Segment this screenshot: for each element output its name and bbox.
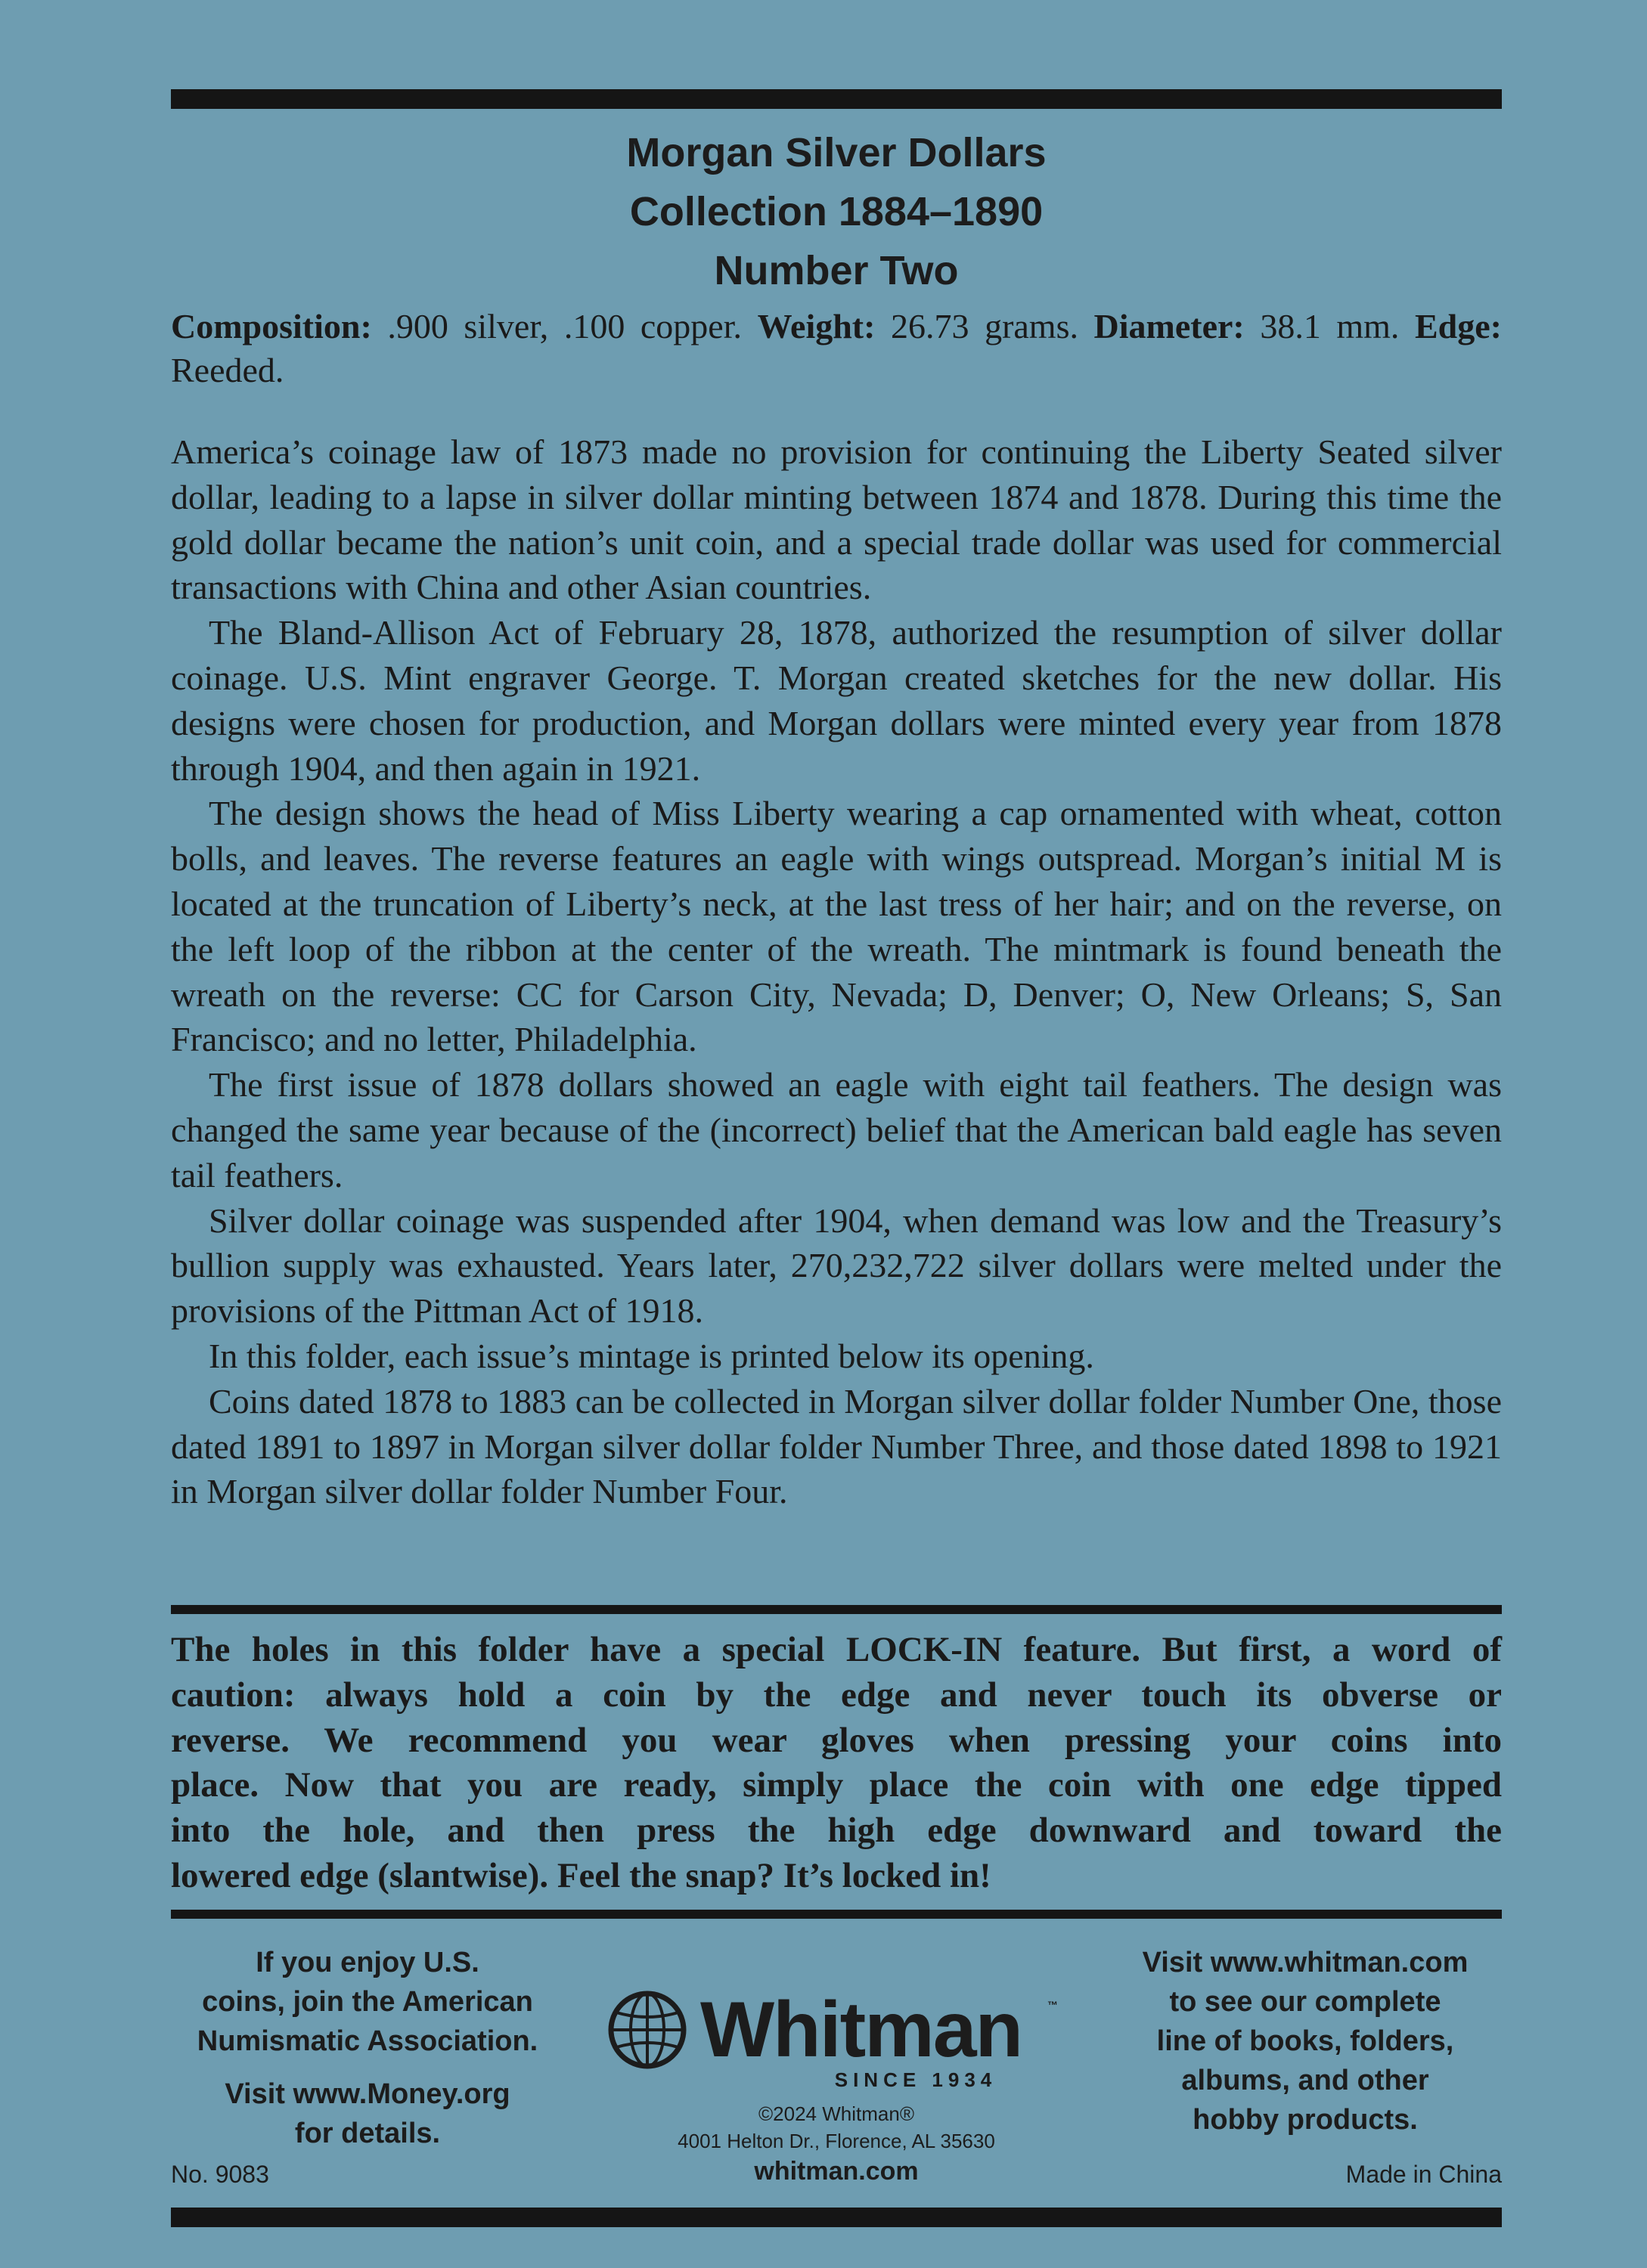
whitman-logo [606, 1986, 1067, 2074]
composition-label: Composition: [171, 307, 372, 345]
title-line-3: Number Two [714, 248, 959, 293]
caution-top-rule [171, 1605, 1502, 1614]
paragraph: In this folder, each issue’s mintage is printed below its opening. [209, 1336, 1094, 1375]
lock-in-caution [171, 1628, 1502, 1899]
country-of-origin: Made in China [1345, 2161, 1502, 2188]
ana-line: for details. [294, 2118, 441, 2149]
bottom-rule [171, 2208, 1502, 2227]
since-tagline: SINCE 1934 [834, 2068, 997, 2091]
whitman-promo [1109, 1943, 1502, 2139]
history-text [171, 429, 1502, 1514]
folder-back-cover [171, 89, 1502, 2229]
copyright-notice: ©2024 Whitman® [758, 2102, 914, 2125]
paragraph: America’s coinage law of 1873 made no provision for continuing the Liberty Seated silver dollar, leading to a lapse in silver dollar minting between 1874 and 1878. During this time the gold dollar became the nation’s unit coin, and a special trade dollar was used for commercial transactions with China and other Asian countries. [171, 432, 1502, 607]
visit-line: hobby products. [1193, 2104, 1418, 2136]
paragraph: The Bland-Allison Act of February 28, 1878, authorized the resumption of silver dollar coinage. U.S. Mint engraver George. T. Morgan created sketches for the new dollar. His designs were chosen for production, and Morgan dollars were minted every year from 1878 through 1904, and then again in 1921. [171, 613, 1502, 788]
paragraph: Coins dated 1878 to 1883 can be collected in Morgan silver dollar folder Number One, those dated 1891 to 1897 in Morgan silver dollar folder Number Three, and those dated 1898 to 1921 in Morgan silver dollar folder Number Four. [171, 1381, 1502, 1511]
title-line-2: Collection 1884–1890 [629, 189, 1044, 234]
trademark-symbol: ™ [1047, 1999, 1058, 2011]
caution-line: lowered edge (slantwise). Feel the snap? It’s locked in! [171, 1855, 991, 1895]
title-line-1: Morgan Silver Dollars [626, 130, 1047, 175]
visit-line: line of books, folders, [1156, 2025, 1454, 2057]
edge-label: Edge: [1415, 307, 1502, 345]
logo-wordmark: Whitman [700, 1986, 1022, 2074]
diameter-label: Diameter: [1093, 307, 1245, 345]
caution-line: reverse. We recommend you wear gloves when pressing your coins into [171, 1720, 1502, 1760]
ana-line: Numismatic Association. [197, 2025, 538, 2057]
ana-line: If you enjoy U.S. [256, 1947, 479, 1978]
diameter-value: 38.1 mm. [1244, 307, 1415, 345]
caution-line: caution: always hold a coin by the edge and never touch its obverse or [171, 1675, 1502, 1715]
top-rule [171, 89, 1502, 109]
paragraph: The first issue of 1878 dollars showed an eagle with eight tail feathers. The design was changed the same year because of the (incorrect) belief that the American bald eagle has seven tail feathers. [171, 1065, 1502, 1194]
visit-line: Visit www.whitman.com [1142, 1947, 1469, 1978]
publisher-url: whitman.com [754, 2157, 919, 2186]
publisher-address: 4001 Helton Dr., Florence, AL 35630 [678, 2130, 995, 2152]
weight-label: Weight: [757, 307, 876, 345]
publisher-info [640, 2100, 1033, 2188]
page-title [171, 123, 1502, 300]
visit-line: to see our complete [1169, 1986, 1441, 2018]
edge-value: Reeded. [171, 351, 284, 389]
caution-bottom-rule [171, 1910, 1502, 1919]
paragraph: The design shows the head of Miss Liberty wearing a cap ornamented with wheat, cotton bolls, and leaves. The reverse features an eagle with wings outspread. Morgan’s initial M is located at the truncation of Liberty’s neck, at the last tress of her hair; and on the reverse, on the left loop of the ribbon at the center of the wreath. The mintmark is found beneath the wreath on the reverse: CC for Carson City, Nevada; D, Denver; O, New Orleans; S, San Francisco; and no letter, Philadelphia. [171, 794, 1502, 1059]
globe-icon [606, 1988, 689, 2071]
caution-line: The holes in this folder have a special LOCK-IN feature. But first, a word of [171, 1630, 1502, 1669]
visit-line: albums, and other [1181, 2065, 1429, 2096]
coin-specifications [171, 305, 1502, 392]
ana-line: coins, join the American [202, 1986, 533, 2018]
item-number: No. 9083 [171, 2161, 269, 2188]
composition-value: .900 silver, .100 copper. [371, 307, 758, 345]
ana-promo [171, 1943, 564, 2153]
caution-line: into the hole, and then press the high edge downward and toward the [171, 1811, 1502, 1851]
weight-value: 26.73 grams. [875, 307, 1094, 345]
paragraph: Silver dollar coinage was suspended after 1904, when demand was low and the Treasury’s bullion supply was exhausted. Years later, 270,232,722 silver dollars were melted under the provisions of the Pittman Act of 1918. [171, 1201, 1502, 1331]
caution-line: place. Now that you are ready, simply place the coin with one edge tipped [171, 1765, 1502, 1805]
ana-link-line: Visit www.Money.org [225, 2078, 510, 2110]
